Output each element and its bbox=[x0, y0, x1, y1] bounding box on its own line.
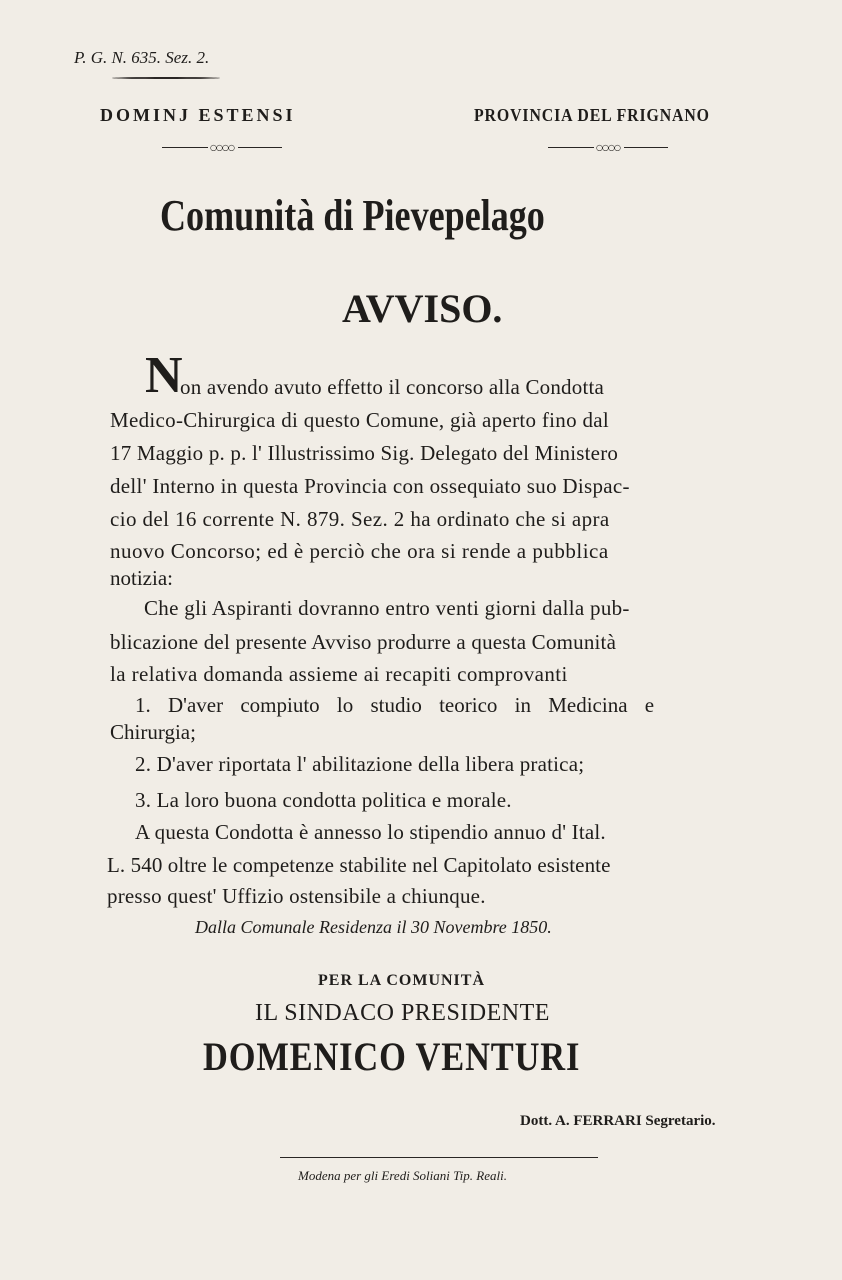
body-line-9: blicazione del presente Avviso produrre a questa Comunità bbox=[110, 630, 617, 654]
footer-divider bbox=[280, 1157, 598, 1158]
drop-cap: N bbox=[145, 347, 183, 404]
body-line-12: Chirurgia; bbox=[110, 720, 196, 744]
header-left: DOMINJ ESTENSI bbox=[100, 105, 296, 125]
issue-date: Dalla Comunale Residenza il 30 Novembre 1850. bbox=[195, 917, 552, 937]
body-line-1: on avendo avuto effetto il concorso alla Condotta bbox=[180, 375, 605, 399]
body-line-13: 2. D'aver riportata l' abilitazione della libera pratica; bbox=[135, 752, 585, 776]
header-right: PROVINCIA DEL FRIGNANO bbox=[474, 105, 710, 125]
body-line-4: dell' Interno in questa Provincia con ossequiato suo Dispac- bbox=[110, 474, 630, 498]
page-title: Comunità di Pievepelago bbox=[160, 191, 545, 240]
body-line-17: presso quest' Uffizio ostensibile a chiunque. bbox=[107, 884, 486, 908]
signatory-name: DOMENICO VENTURI bbox=[203, 1034, 581, 1079]
right-header-ornament: ○○○○ bbox=[548, 146, 668, 150]
body-line-14: 3. La loro buona condotta politica e morale. bbox=[135, 788, 512, 812]
signatory-title: IL SINDACO PRESIDENTE bbox=[255, 1000, 550, 1026]
reference-underline-ornament bbox=[112, 77, 220, 79]
printer-imprint: Modena per gli Eredi Soliani Tip. Reali. bbox=[298, 1168, 507, 1183]
left-header-ornament: ○○○○ bbox=[162, 146, 282, 150]
body-line-16: L. 540 oltre le competenze stabilite nel Capitolato esistente bbox=[107, 853, 611, 877]
body-line-11: 1. D'aver compiuto lo studio teorico in Medicina e bbox=[135, 693, 655, 717]
body-line-2: Medico-Chirurgica di questo Comune, già aperto fino dal bbox=[110, 408, 609, 432]
body-line-5: cio del 16 corrente N. 879. Sez. 2 ha ordinato che si apra bbox=[110, 507, 610, 531]
body-line-7: notizia: bbox=[110, 566, 173, 590]
body-line-10: la relativa domanda assieme ai recapiti comprovanti bbox=[110, 662, 568, 686]
protocol-reference: P. G. N. 635. Sez. 2. bbox=[74, 48, 210, 67]
body-line-6: nuovo Concorso; ed è perciò che ora si rende a pubblica bbox=[110, 539, 609, 563]
signature-heading: PER LA COMUNITÀ bbox=[318, 972, 486, 989]
body-line-8: Che gli Aspiranti dovranno entro venti giorni dalla pub- bbox=[144, 596, 630, 620]
notice-heading: AVVISO. bbox=[342, 286, 503, 331]
body-line-15: A questa Condotta è annesso lo stipendio annuo d' Ital. bbox=[135, 820, 606, 844]
body-line-3: 17 Maggio p. p. l' Illustrissimo Sig. Delegato del Ministero bbox=[110, 441, 619, 465]
secretary-line: Dott. A. FERRARI Segretario. bbox=[520, 1113, 716, 1129]
